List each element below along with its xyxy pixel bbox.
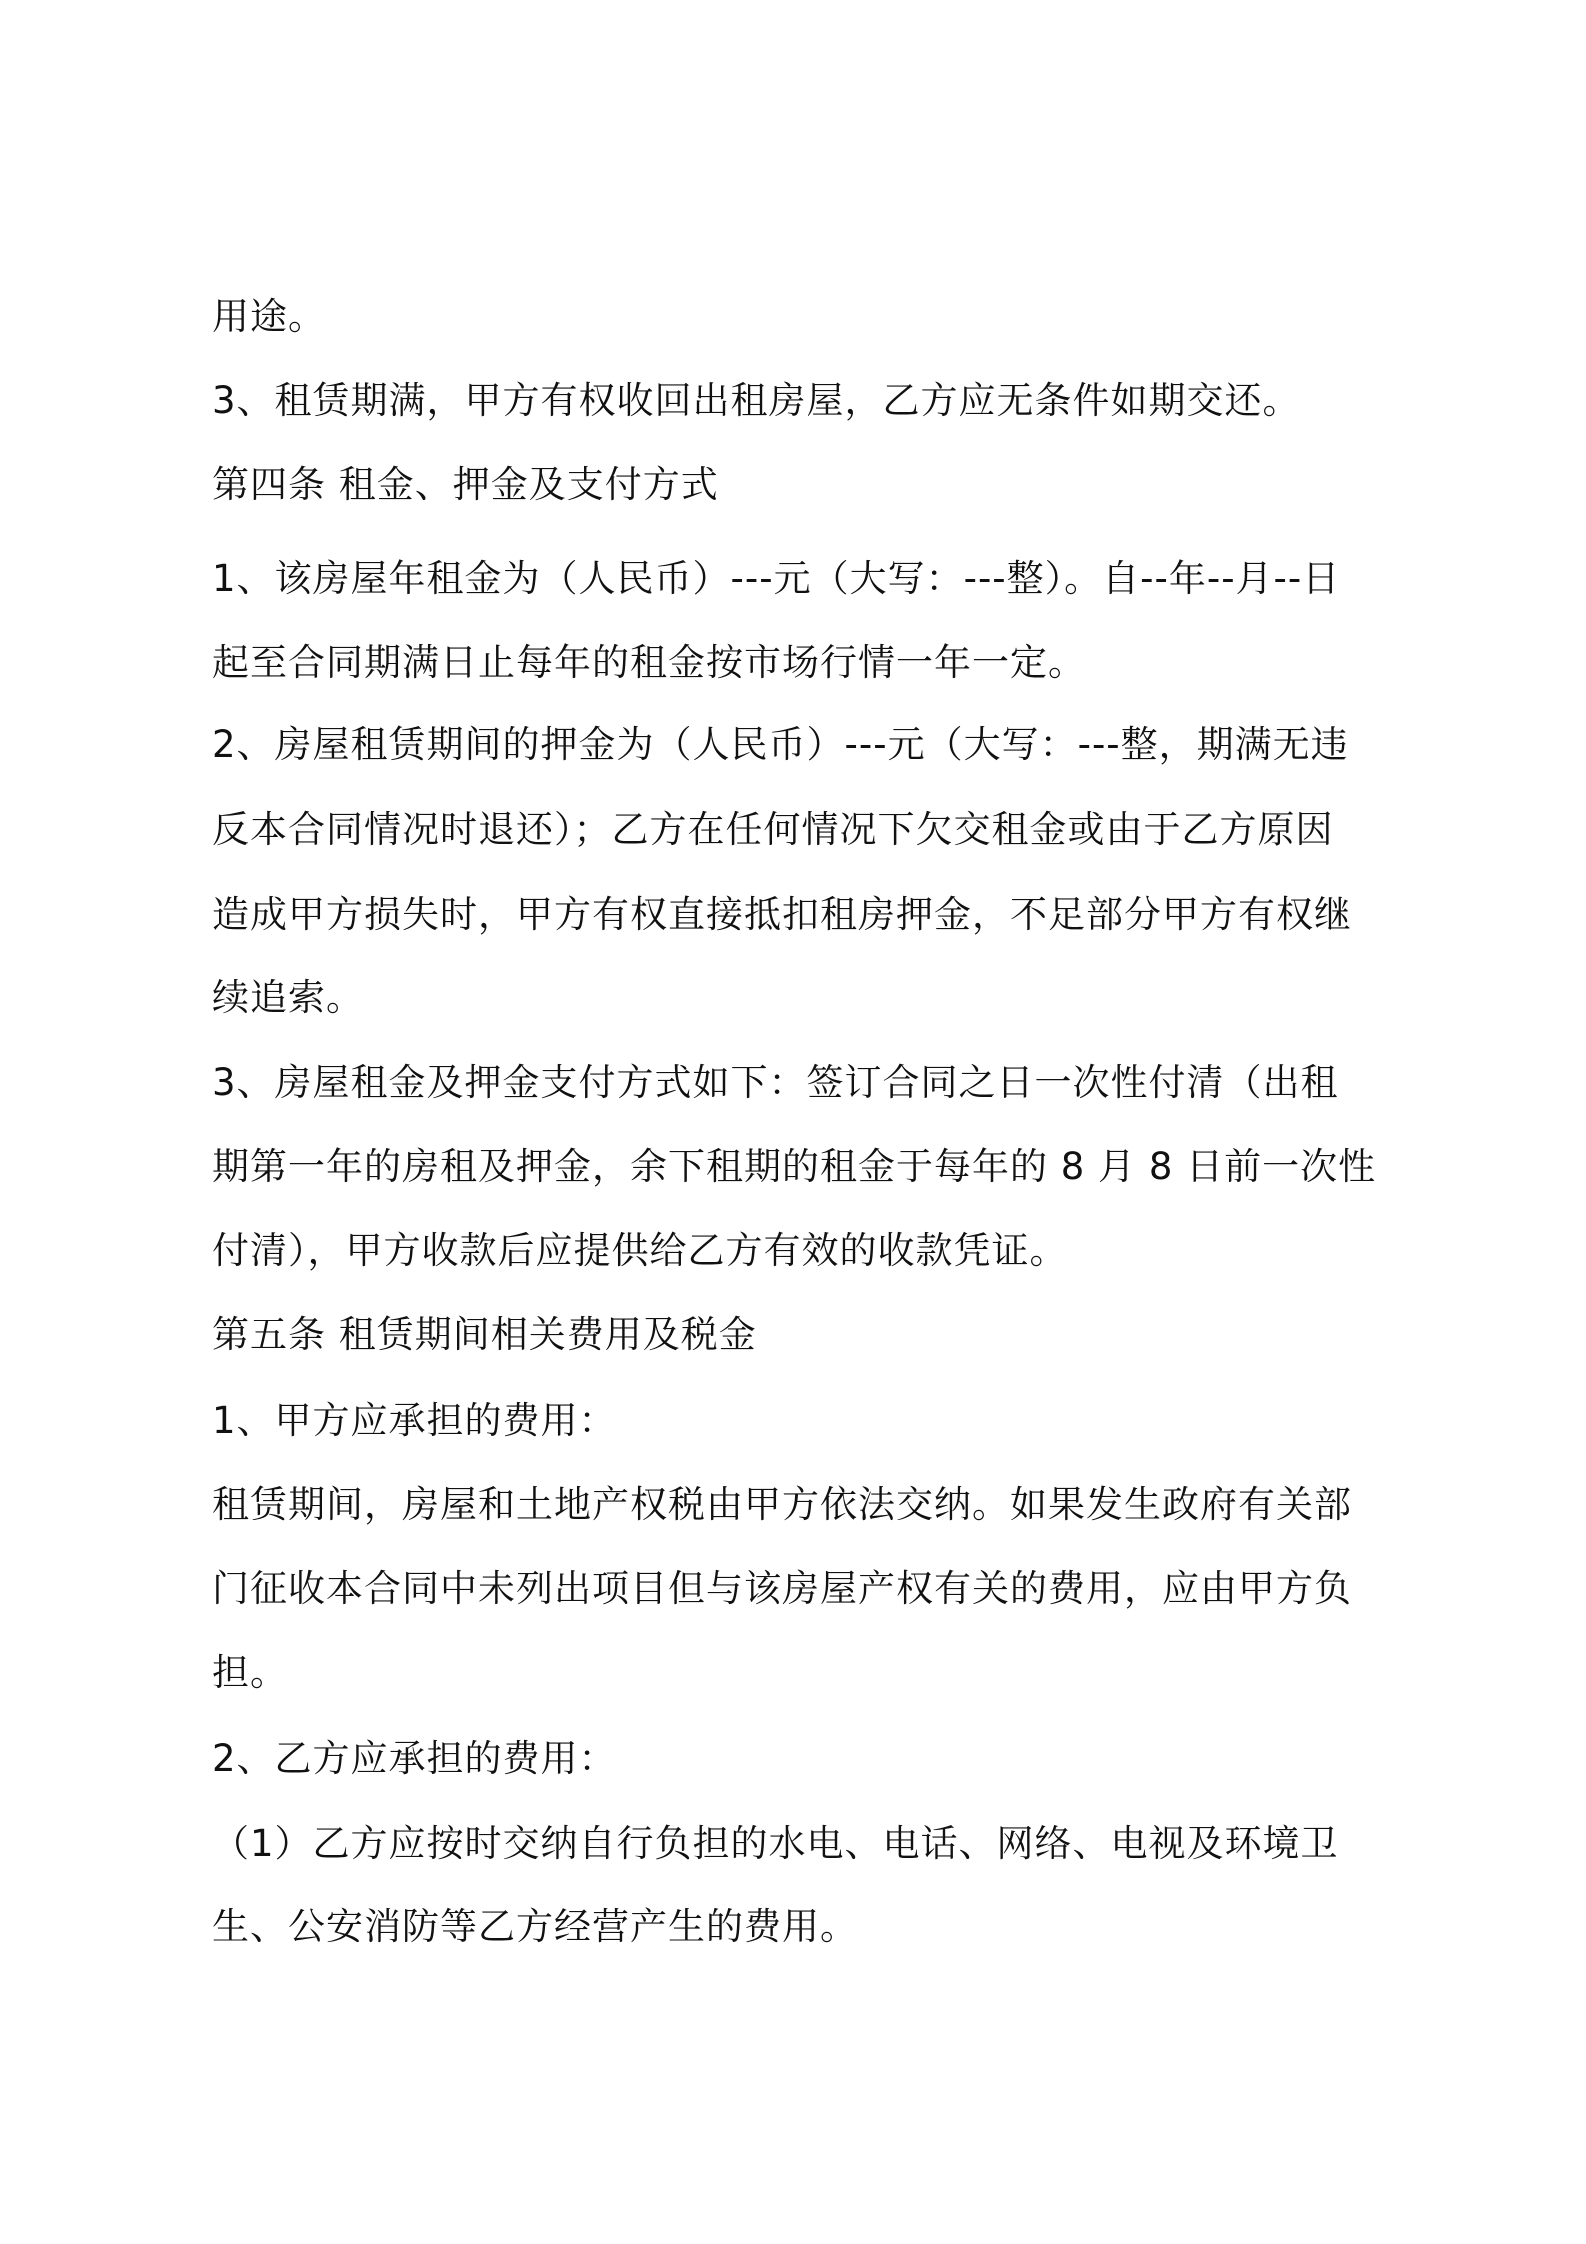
text-line: （1）乙方应按时交纳自行负担的水电、电话、网络、电视及环境卫 xyxy=(212,1822,1339,1865)
text-line: 3、房屋租金及押金支付方式如下：签订合同之日一次性付清（出租 xyxy=(212,1061,1339,1104)
section-heading: 第四条 租金、押金及支付方式 xyxy=(212,463,719,506)
text-line: 1、该房屋年租金为（人民币）---元（大写：---整）。自--年--月--日 xyxy=(212,557,1341,600)
text-line: 担。 xyxy=(212,1651,288,1694)
section-heading: 第五条 租赁期间相关费用及税金 xyxy=(212,1313,757,1356)
text-line: 2、房屋租赁期间的押金为（人民币）---元（大写：---整，期满无违 xyxy=(212,723,1349,766)
text-line: 生、公安消防等乙方经营产生的费用。 xyxy=(212,1905,858,1948)
text-line: 3、租赁期满，甲方有权收回出租房屋，乙方应无条件如期交还。 xyxy=(212,379,1301,422)
text-line: 门征收本合同中未列出项目但与该房屋产权有关的费用，应由甲方负 xyxy=(212,1567,1352,1610)
text-line: 反本合同情况时退还）；乙方在任何情况下欠交租金或由于乙方原因 xyxy=(212,808,1334,851)
text-line: 付清），甲方收款后应提供给乙方有效的收款凭证。 xyxy=(212,1229,1068,1272)
text-line: 2、乙方应承担的费用： xyxy=(212,1737,617,1780)
text-line: 续追索。 xyxy=(212,976,364,1019)
text-line: 用途。 xyxy=(212,295,326,338)
text-line: 造成甲方损失时，甲方有权直接抵扣租房押金，不足部分甲方有权继 xyxy=(212,893,1352,936)
text-line: 期第一年的房租及押金，余下租期的租金于每年的 8 月 8 日前一次性 xyxy=(212,1145,1377,1188)
text-line: 起至合同期满日止每年的租金按市场行情一年一定。 xyxy=(212,641,1086,684)
text-line: 租赁期间，房屋和土地产权税由甲方依法交纳。如果发生政府有关部 xyxy=(212,1483,1352,1526)
text-line: 1、甲方应承担的费用： xyxy=(212,1399,617,1442)
